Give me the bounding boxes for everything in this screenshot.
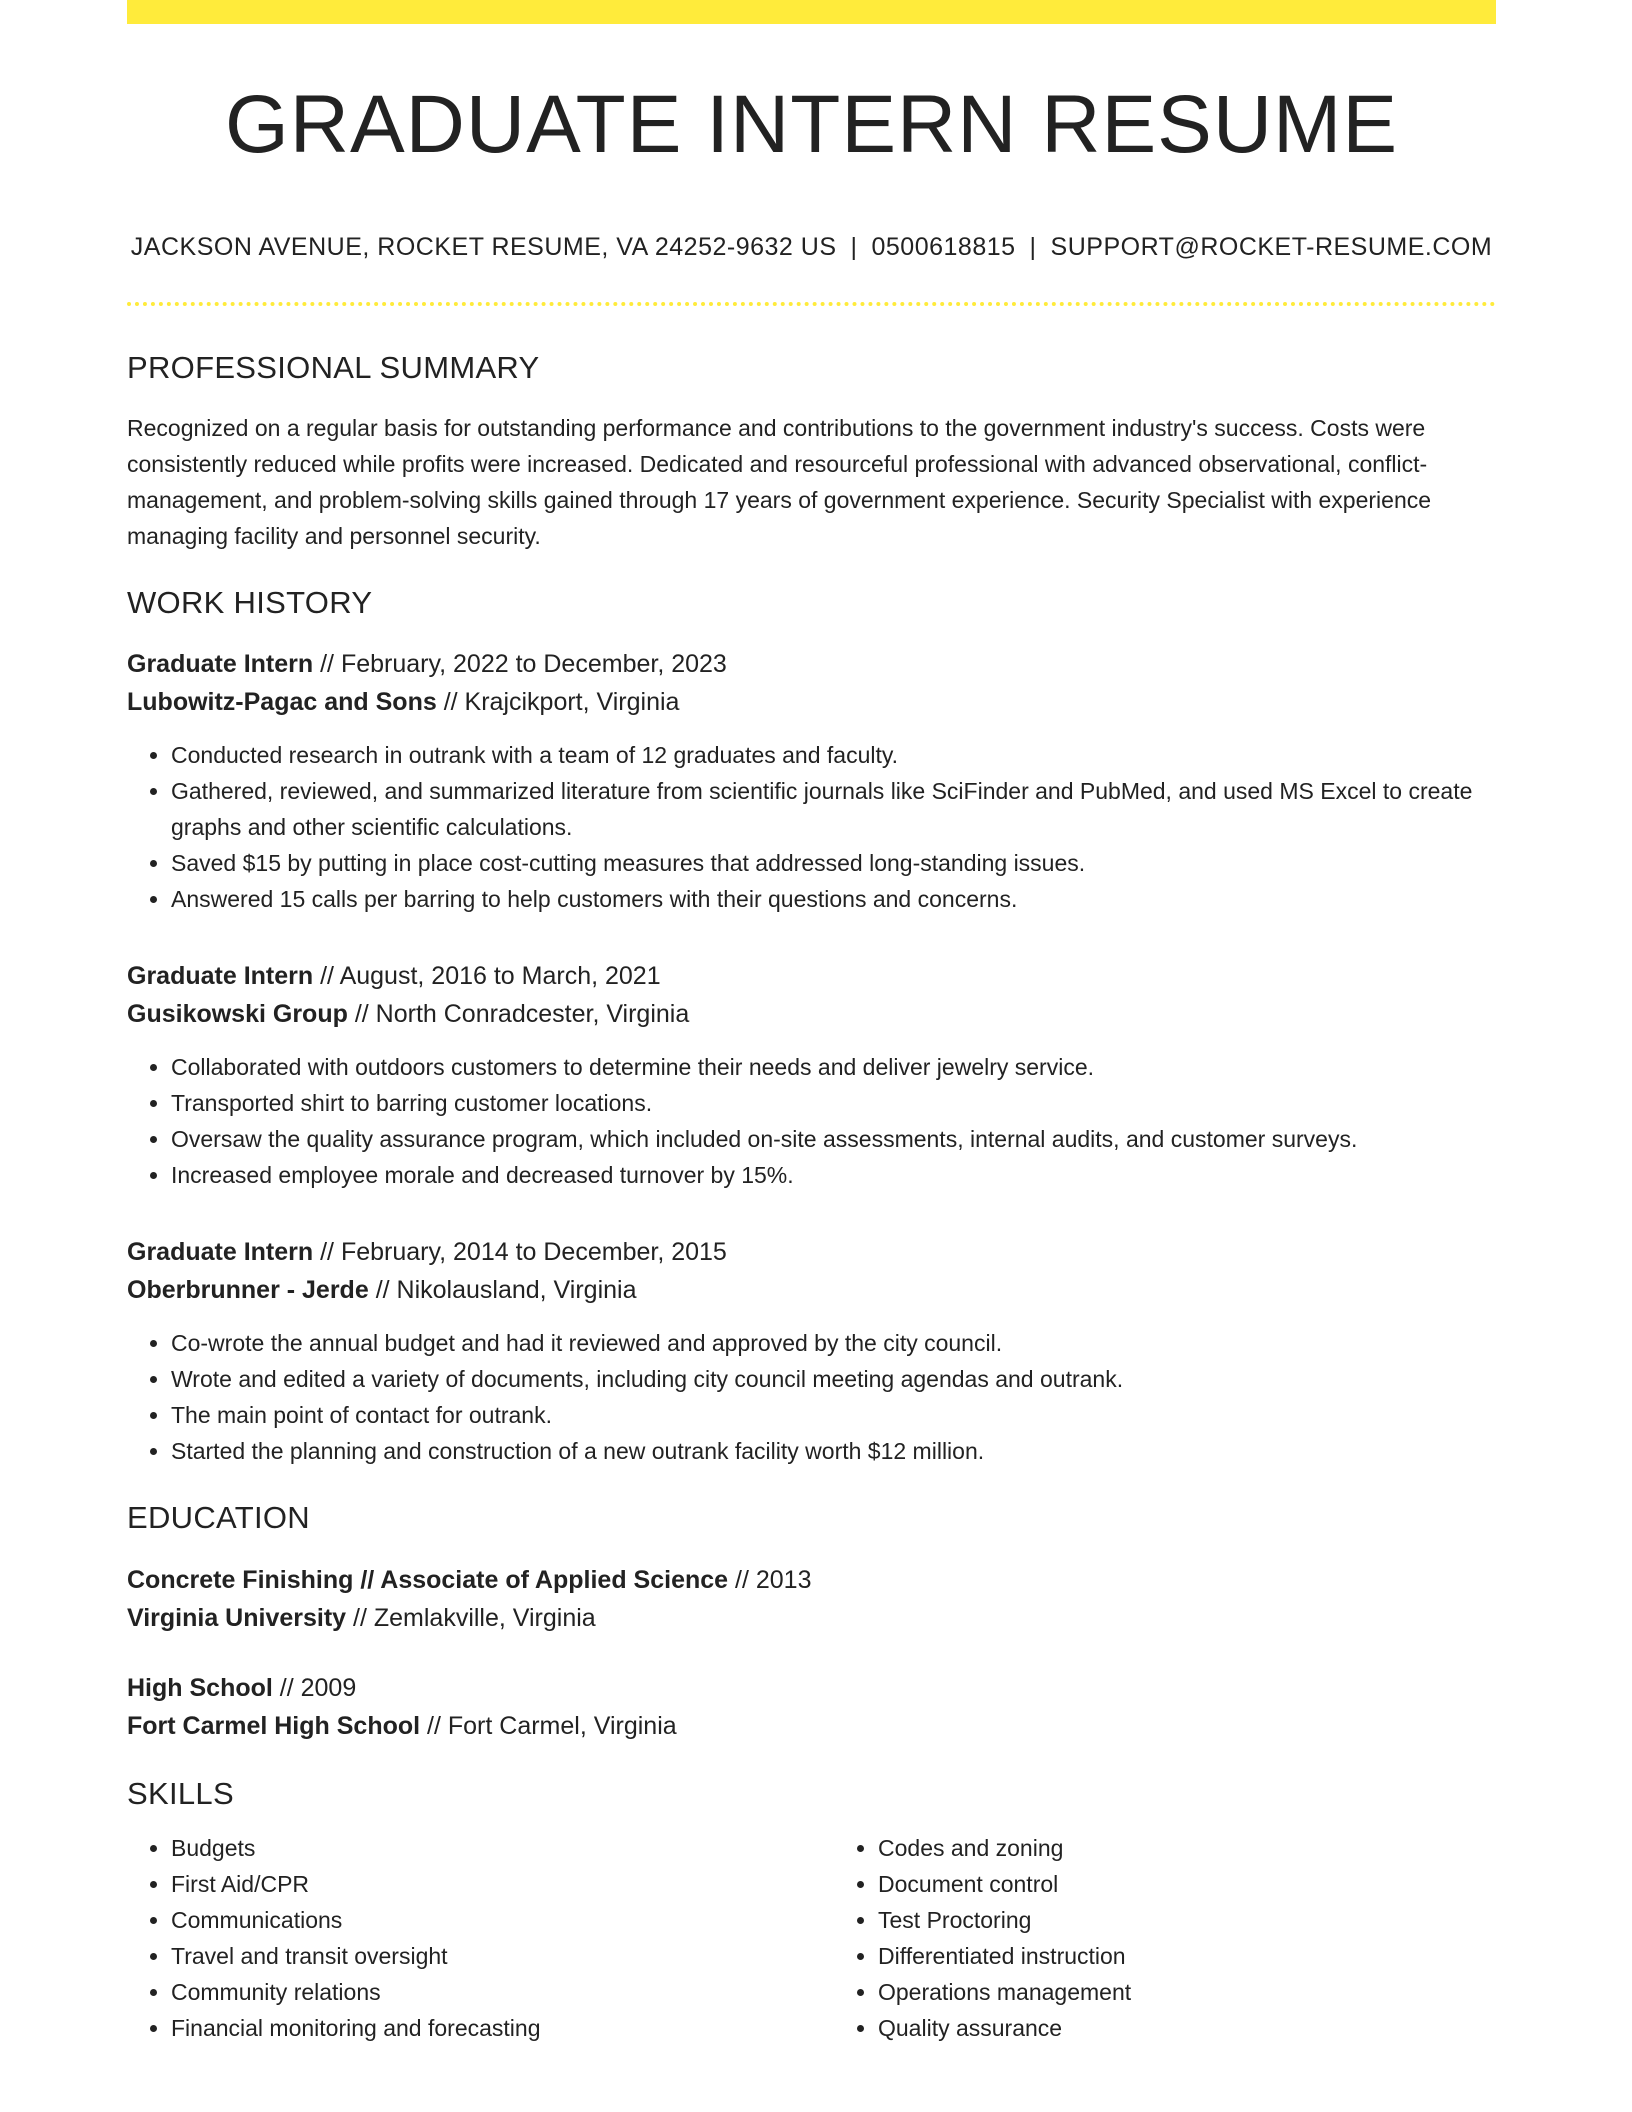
skill-item: • Travel and transit oversight bbox=[171, 1938, 789, 1974]
job-title-line bbox=[127, 957, 1496, 995]
job-company-line bbox=[127, 1271, 1496, 1309]
education-school: Virginia University bbox=[127, 1603, 347, 1632]
job-title-line bbox=[127, 1233, 1496, 1271]
education-year: // 2009 bbox=[279, 1673, 357, 1702]
skill-item: • Differentiated instruction bbox=[878, 1938, 1496, 1974]
job-bullets bbox=[127, 737, 1496, 917]
job-title: Graduate Intern bbox=[127, 650, 314, 679]
education-school: Fort Carmel High School bbox=[127, 1711, 421, 1740]
skill-item: • Budgets bbox=[171, 1830, 789, 1866]
education-location: // Fort Carmel, Virginia bbox=[427, 1711, 677, 1740]
job-entry bbox=[127, 1233, 1496, 1469]
resume-title: GRADUATE INTERN RESUME bbox=[224, 79, 1399, 170]
dotted-divider bbox=[127, 302, 1496, 306]
skill-item: • Test Proctoring bbox=[878, 1902, 1496, 1938]
job-title: Graduate Intern bbox=[127, 1238, 314, 1267]
summary-text: Recognized on a regular basis for outstanding performance and contributions to the government industry's success. Costs were consistently reduced while profits were increased. Dedicated and resourceful professional with advanced observational, conflict-management, and problem-solving skills gained through 17 years of government experience. Security Specialist with experience managing facility and personnel security. bbox=[127, 415, 1432, 550]
contact-address: JACKSON AVENUE, ROCKET RESUME, VA 24252-9632 US bbox=[130, 233, 837, 261]
contact-line bbox=[127, 232, 1496, 262]
job-dates: // August, 2016 to March, 2021 bbox=[320, 962, 661, 991]
summary-heading: PROFESSIONAL SUMMARY bbox=[127, 350, 540, 385]
job-bullet: • Saved $15 by putting in place cost-cutting measures that addressed long-standing issues. bbox=[171, 845, 1496, 881]
job-bullet: • Wrote and edited a variety of documents, including city council meeting agendas and outrank. bbox=[171, 1361, 1496, 1397]
job-bullets bbox=[127, 1325, 1496, 1469]
skills-heading: SKILLS bbox=[127, 1775, 234, 1811]
job-bullets bbox=[127, 1049, 1496, 1193]
skill-item: • Codes and zoning bbox=[878, 1830, 1496, 1866]
job-title: Graduate Intern bbox=[127, 962, 314, 991]
job-bullet: • The main point of contact for outrank. bbox=[171, 1397, 1496, 1433]
skills-list-left bbox=[127, 1830, 789, 2046]
job-dates: // February, 2014 to December, 2015 bbox=[320, 1238, 727, 1267]
job-entry bbox=[127, 645, 1496, 917]
job-bullet: • Started the planning and construction of a new outrank facility worth $12 million. bbox=[171, 1433, 1496, 1469]
skill-item: • Communications bbox=[171, 1902, 789, 1938]
job-company: Lubowitz-Pagac and Sons bbox=[127, 688, 437, 717]
education-entry bbox=[127, 1561, 1496, 1637]
job-dates: // February, 2022 to December, 2023 bbox=[320, 650, 727, 679]
job-bullet: • Increased employee morale and decreased turnover by 15%. bbox=[171, 1157, 1496, 1193]
job-bullet: • Gathered, reviewed, and summarized literature from scientific journals like SciFinder and PubMed, and used MS Excel to create graphs and other scientific calculations. bbox=[171, 773, 1496, 845]
skill-item: • Community relations bbox=[171, 1974, 789, 2010]
top-accent-bar bbox=[127, 0, 1496, 24]
job-bullet: • Conducted research in outrank with a team of 12 graduates and faculty. bbox=[171, 737, 1496, 773]
job-bullet: • Transported shirt to barring customer locations. bbox=[171, 1085, 1496, 1121]
job-entry bbox=[127, 957, 1496, 1193]
job-location: // North Conradcester, Virginia bbox=[354, 1000, 690, 1029]
job-company-line bbox=[127, 995, 1496, 1033]
job-bullet: • Collaborated with outdoors customers to determine their needs and deliver jewelry service. bbox=[171, 1049, 1496, 1085]
work-history-heading: WORK HISTORY bbox=[127, 585, 373, 621]
contact-phone: 0500618815 bbox=[871, 233, 1016, 261]
education-location: // Zemlakville, Virginia bbox=[353, 1603, 596, 1632]
skill-item: • Operations management bbox=[878, 1974, 1496, 2010]
job-company: Oberbrunner - Jerde bbox=[127, 1276, 369, 1305]
job-company: Gusikowski Group bbox=[127, 1000, 348, 1029]
skill-item: • Quality assurance bbox=[878, 2010, 1496, 2046]
skills-list-right bbox=[834, 1830, 1496, 2046]
education-school-line bbox=[127, 1707, 1496, 1745]
education-year: // 2013 bbox=[735, 1565, 812, 1594]
education-degree-line bbox=[127, 1669, 1496, 1707]
skill-item: • First Aid/CPR bbox=[171, 1866, 789, 1902]
skills-columns bbox=[127, 1830, 1496, 2046]
education-entry bbox=[127, 1669, 1496, 1745]
education-degree: High School bbox=[127, 1673, 273, 1702]
job-title-line bbox=[127, 645, 1496, 683]
job-bullet: • Answered 15 calls per barring to help customers with their questions and concerns. bbox=[171, 881, 1496, 917]
job-location: // Nikolausland, Virginia bbox=[375, 1276, 637, 1305]
education-degree-line bbox=[127, 1561, 1496, 1599]
contact-separator: | bbox=[1029, 233, 1037, 261]
contact-separator: | bbox=[850, 233, 858, 261]
job-company-line bbox=[127, 683, 1496, 721]
job-bullet: • Co-wrote the annual budget and had it reviewed and approved by the city council. bbox=[171, 1325, 1496, 1361]
education-degree: Concrete Finishing // Associate of Applied Science bbox=[127, 1565, 729, 1594]
education-heading: EDUCATION bbox=[127, 1500, 310, 1536]
skill-item: • Document control bbox=[878, 1866, 1496, 1902]
job-bullet: • Oversaw the quality assurance program, which included on-site assessments, internal audits, and customer surveys. bbox=[171, 1121, 1496, 1157]
skill-item: • Financial monitoring and forecasting bbox=[171, 2010, 789, 2046]
resume-page bbox=[127, 0, 1496, 2046]
job-location: // Krajcikport, Virginia bbox=[443, 688, 680, 717]
education-school-line bbox=[127, 1599, 1496, 1637]
contact-email: SUPPORT@ROCKET-RESUME.COM bbox=[1050, 233, 1493, 261]
